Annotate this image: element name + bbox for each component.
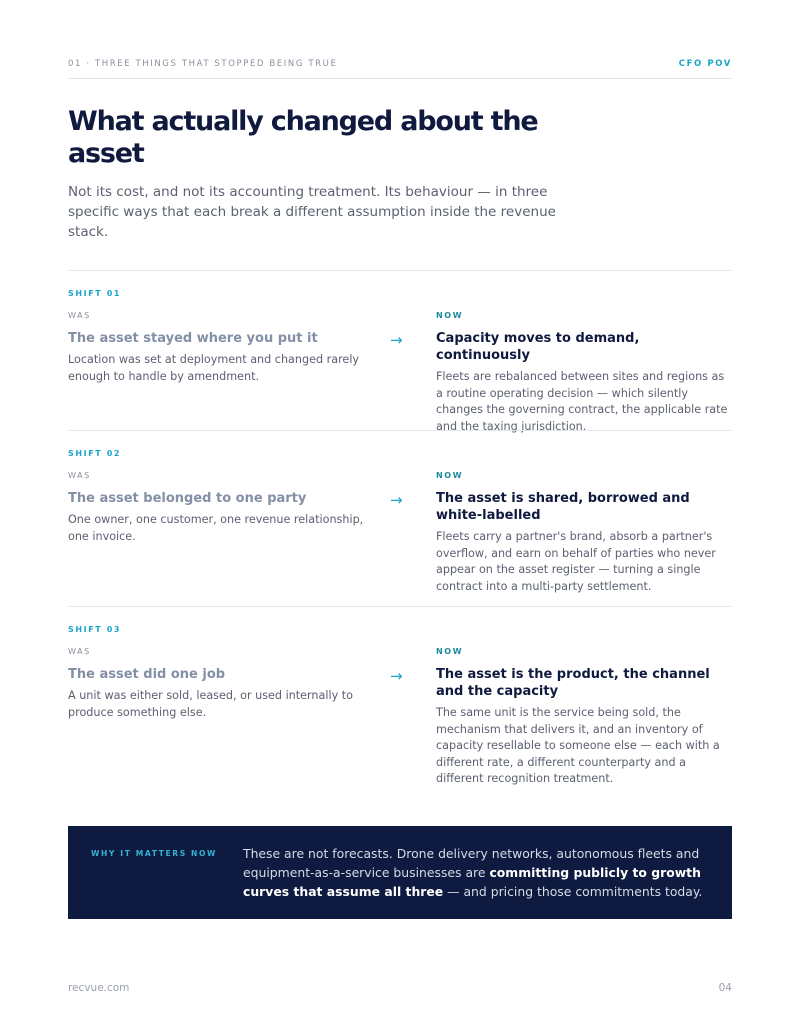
intro-paragraph: Not its cost, and not its accounting treatment. Its behaviour — in three specific ways that each break a different assumption inside the revenue stack. [68, 184, 556, 240]
shift-label: SHIFT 02 [68, 449, 122, 458]
shift-block-03 [68, 606, 732, 806]
was-label: WAS [68, 647, 91, 656]
was-body: Location was set at deployment and changed rarely enough to handle by amendment. [68, 353, 360, 383]
now-heading: The asset is the product, the channel and the capacity [436, 667, 710, 699]
now-heading: Capacity moves to demand, continuously [436, 331, 640, 363]
now-label: NOW [436, 647, 464, 656]
was-column [68, 311, 368, 385]
now-column [436, 647, 732, 788]
now-body: The same unit is the service being sold, the mechanism that delivers it, and an inventory of capacity resellable to someone else — each with a different rate, a different counterparty and a different recognition treatment. [436, 706, 720, 785]
shift-label: SHIFT 01 [68, 289, 122, 298]
was-body: A unit was either sold, leased, or used internally to produce something else. [68, 689, 354, 719]
arrow-right-icon: → [390, 331, 403, 349]
was-heading: The asset belonged to one party [68, 491, 307, 506]
now-body: Fleets carry a partner's brand, absorb a partner's overflow, and earn on behalf of parties who never appear on the asset register — turning a single contract into a multi-party settlement. [436, 530, 716, 593]
shift-label: SHIFT 03 [68, 625, 122, 634]
now-column [436, 311, 732, 435]
was-heading: The asset did one job [68, 667, 226, 682]
was-label: WAS [68, 471, 91, 480]
was-column [68, 471, 368, 545]
footer-site: recvue.com [68, 982, 130, 994]
page-header [68, 59, 732, 79]
was-body: One owner, one customer, one revenue relationship, one invoice. [68, 513, 364, 543]
page-title: What actually changed about the asset [68, 106, 538, 169]
shift-block-02 [68, 430, 732, 606]
callout-text-part2: — and pricing those commitments today. [443, 884, 703, 899]
section-label: 01 · THREE THINGS THAT STOPPED BEING TRUE [68, 59, 338, 69]
arrow-right-icon: → [390, 491, 403, 509]
was-label: WAS [68, 311, 91, 320]
why-it-matters-callout [68, 826, 732, 919]
was-heading: The asset stayed where you put it [68, 331, 318, 346]
now-body: Fleets are rebalanced between sites and regions as a routine operating decision — which silently changes the governing contract, the applicable rate and the taxing jurisdiction. [436, 370, 728, 433]
was-column [68, 647, 368, 721]
now-heading: The asset is shared, borrowed and white-labelled [436, 491, 690, 523]
pov-label: CFO POV [678, 59, 732, 69]
now-label: NOW [436, 311, 464, 320]
shift-block-01 [68, 270, 732, 433]
callout-text-part1: These are not forecasts. Drone delivery networks, autonomous fleets and equipment-as-a-service businesses are [243, 846, 700, 880]
now-column [436, 471, 732, 595]
callout-text [243, 844, 713, 901]
callout-label: WHY IT MATTERS NOW [91, 849, 218, 858]
now-label: NOW [436, 471, 464, 480]
arrow-right-icon: → [390, 667, 403, 685]
page-number: 04 [718, 982, 732, 994]
callout-text-bold: committing publicly to growth curves that assume all three [243, 865, 701, 899]
